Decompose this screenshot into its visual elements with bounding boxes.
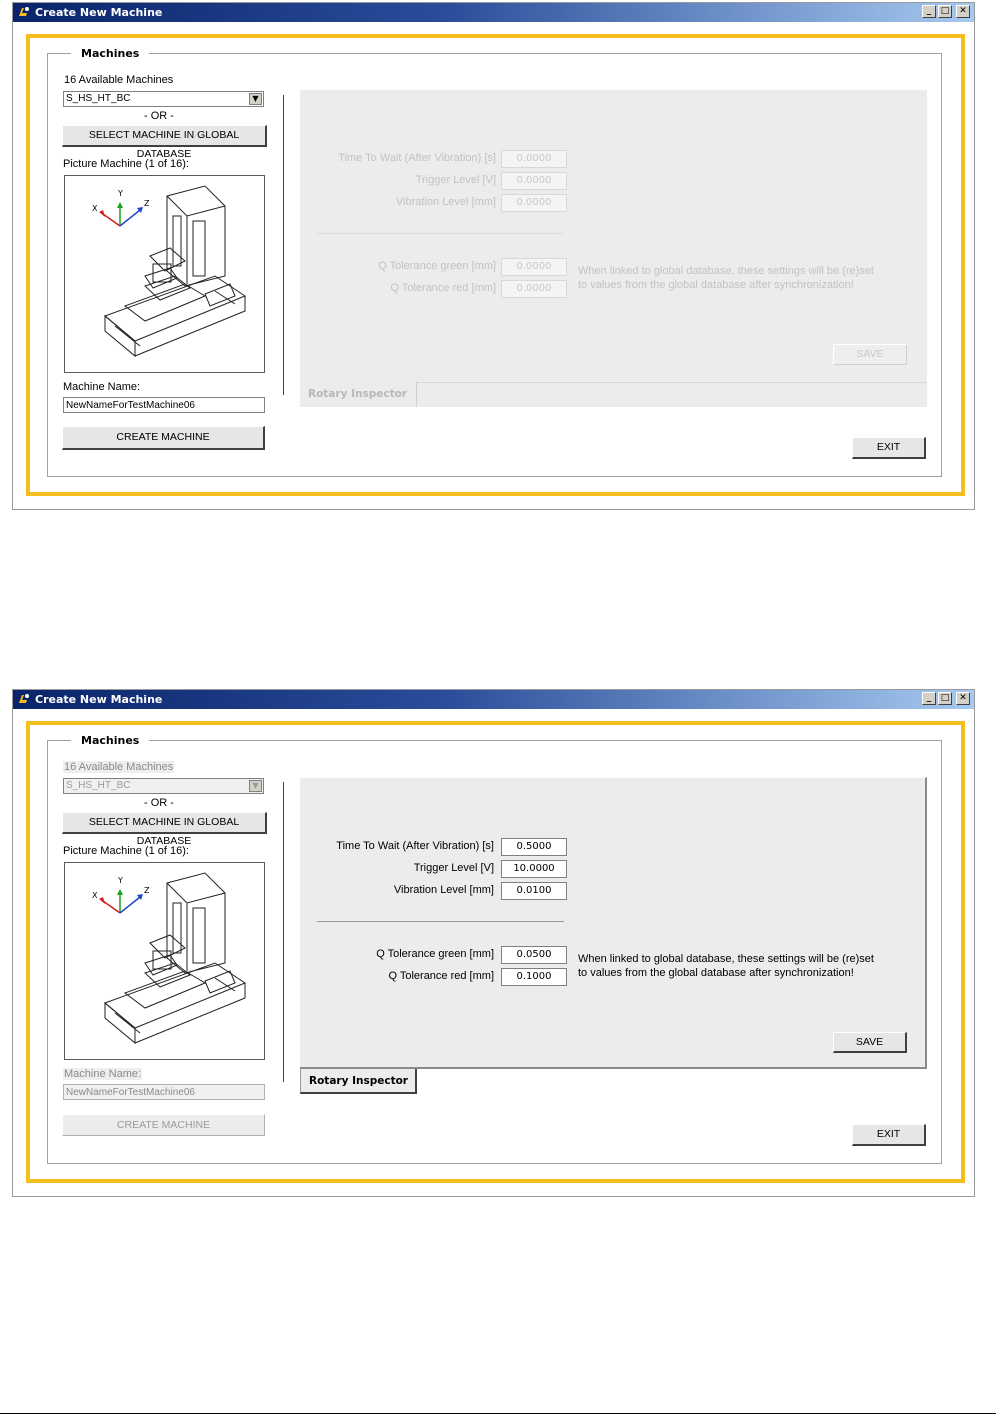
- machine-select-value: S_HS_HT_BC: [66, 93, 131, 104]
- axes-triad-icon: [92, 189, 150, 226]
- vertical-separator: [283, 95, 284, 395]
- maximize-icon: □: [940, 6, 950, 16]
- chevron-down-icon[interactable]: ▼: [249, 93, 262, 105]
- machine-app-icon: [16, 5, 31, 20]
- group-title: Machines: [71, 734, 149, 747]
- create-machine-window-selected: [12, 689, 975, 1197]
- trigger-level-field[interactable]: 0.0000: [501, 172, 567, 190]
- time-to-wait-label: Time To Wait (After Vibration) [s]: [338, 152, 496, 164]
- svg-text:X: X: [92, 891, 98, 900]
- svg-text:Y: Y: [118, 876, 123, 885]
- picture-machine-label: Picture Machine (1 of 16):: [63, 158, 189, 170]
- close-button[interactable]: [956, 692, 970, 705]
- q-tolerance-red-label: Q Tolerance red [mm]: [388, 970, 494, 982]
- sync-note: [578, 264, 874, 292]
- tab-strip-filler: [417, 382, 927, 407]
- title-bar[interactable]: [13, 3, 974, 22]
- maximize-icon: □: [940, 693, 950, 703]
- vibration-level-label: Vibration Level [mm]: [395, 196, 496, 208]
- trigger-level-label: Trigger Level [V]: [415, 174, 496, 186]
- machine-app-icon: [16, 692, 31, 707]
- vertical-separator: [283, 782, 284, 1082]
- sync-note-line2: to values from the global database after synchronization!: [578, 279, 854, 291]
- or-label: - OR -: [144, 797, 174, 809]
- sync-note-line2: to values from the global database after synchronization!: [578, 967, 854, 979]
- minimize-button[interactable]: [922, 692, 936, 705]
- exit-button[interactable]: EXIT: [852, 1124, 926, 1146]
- picture-machine-label: Picture Machine (1 of 16):: [63, 845, 189, 857]
- vibration-level-field[interactable]: 0.0100: [501, 882, 567, 900]
- machine-illustration: [65, 863, 264, 1059]
- close-icon: ✕: [959, 693, 967, 703]
- svg-text:X: X: [92, 204, 98, 213]
- q-tolerance-green-label: Q Tolerance green [mm]: [378, 260, 496, 272]
- or-label: - OR -: [144, 110, 174, 122]
- minimize-button[interactable]: [922, 5, 936, 18]
- machine-name-input-wrapper: [63, 1084, 265, 1100]
- rotary-inspector-panel: [300, 777, 927, 1069]
- time-to-wait-field[interactable]: 0.5000: [501, 838, 567, 856]
- q-tolerance-green-label: Q Tolerance green [mm]: [376, 948, 494, 960]
- rotary-inspector-panel: [300, 90, 927, 382]
- trigger-level-field[interactable]: 10.0000: [501, 860, 567, 878]
- q-tolerance-green-field[interactable]: 0.0500: [501, 946, 567, 964]
- machine-name-input[interactable]: [64, 1086, 264, 1100]
- vibration-level-field[interactable]: 0.0000: [501, 194, 567, 212]
- close-button[interactable]: [956, 5, 970, 18]
- title-bar[interactable]: [13, 690, 974, 709]
- svg-text:Y: Y: [118, 189, 123, 198]
- select-global-database-button[interactable]: SELECT MACHINE IN GLOBAL DATABASE: [62, 812, 267, 834]
- tab-rotary-inspector[interactable]: Rotary Inspector: [300, 382, 417, 407]
- vibration-level-label: Vibration Level [mm]: [393, 884, 494, 896]
- create-machine-window-initial: [12, 2, 975, 510]
- sync-note-line1: When linked to global database, these settings will be (re)set: [578, 953, 874, 965]
- minimize-icon: _: [926, 693, 932, 703]
- machine-name-input-wrapper: [63, 397, 265, 413]
- inspector-tabstrip: [300, 382, 927, 407]
- machine-select[interactable]: [63, 778, 264, 794]
- exit-button[interactable]: EXIT: [852, 437, 926, 459]
- window-title: Create New Machine: [35, 693, 163, 706]
- chevron-down-icon[interactable]: ▼: [249, 780, 262, 792]
- group-title: Machines: [71, 47, 149, 60]
- time-to-wait-field[interactable]: 0.0000: [501, 150, 567, 168]
- trigger-level-label: Trigger Level [V]: [413, 862, 494, 874]
- sync-note-line1: When linked to global database, these settings will be (re)set: [578, 265, 874, 277]
- machine-name-input[interactable]: [64, 399, 264, 413]
- q-tolerance-red-label: Q Tolerance red [mm]: [390, 282, 496, 294]
- select-global-database-button[interactable]: SELECT MACHINE IN GLOBAL DATABASE: [62, 125, 267, 147]
- machine-name-label: Machine Name:: [64, 1068, 142, 1080]
- inspector-tabstrip: [300, 1069, 927, 1094]
- machine-picture: [64, 862, 265, 1060]
- machine-picture: [64, 175, 265, 373]
- save-button[interactable]: SAVE: [833, 344, 907, 365]
- page-bottom-rule: [0, 1413, 996, 1414]
- panel-separator: [317, 233, 564, 234]
- machine-select-value: S_HS_HT_BC: [66, 780, 131, 791]
- close-icon: ✕: [959, 6, 967, 16]
- maximize-button[interactable]: [938, 692, 952, 705]
- machine-name-label: Machine Name:: [63, 381, 141, 393]
- sync-note: [578, 952, 874, 980]
- minimize-icon: _: [926, 6, 932, 16]
- q-tolerance-red-field[interactable]: 0.1000: [501, 968, 567, 986]
- create-machine-button[interactable]: CREATE MACHINE: [62, 1114, 265, 1136]
- time-to-wait-label: Time To Wait (After Vibration) [s]: [336, 840, 494, 852]
- window-title: Create New Machine: [35, 6, 163, 19]
- q-tolerance-green-field[interactable]: 0.0000: [501, 258, 567, 276]
- tab-rotary-inspector[interactable]: Rotary Inspector: [300, 1069, 417, 1094]
- panel-separator: [317, 921, 564, 922]
- maximize-button[interactable]: [938, 5, 952, 18]
- machine-select[interactable]: [63, 91, 264, 107]
- available-machines-label: 16 Available Machines: [64, 761, 174, 773]
- q-tolerance-red-field[interactable]: 0.0000: [501, 280, 567, 298]
- save-button[interactable]: SAVE: [833, 1032, 907, 1053]
- axes-triad-icon: [92, 876, 150, 913]
- machine-illustration: [65, 176, 264, 372]
- svg-text:Z: Z: [144, 199, 150, 208]
- create-machine-button[interactable]: CREATE MACHINE: [62, 426, 265, 450]
- available-machines-label: 16 Available Machines: [64, 74, 174, 86]
- svg-text:Z: Z: [144, 886, 150, 895]
